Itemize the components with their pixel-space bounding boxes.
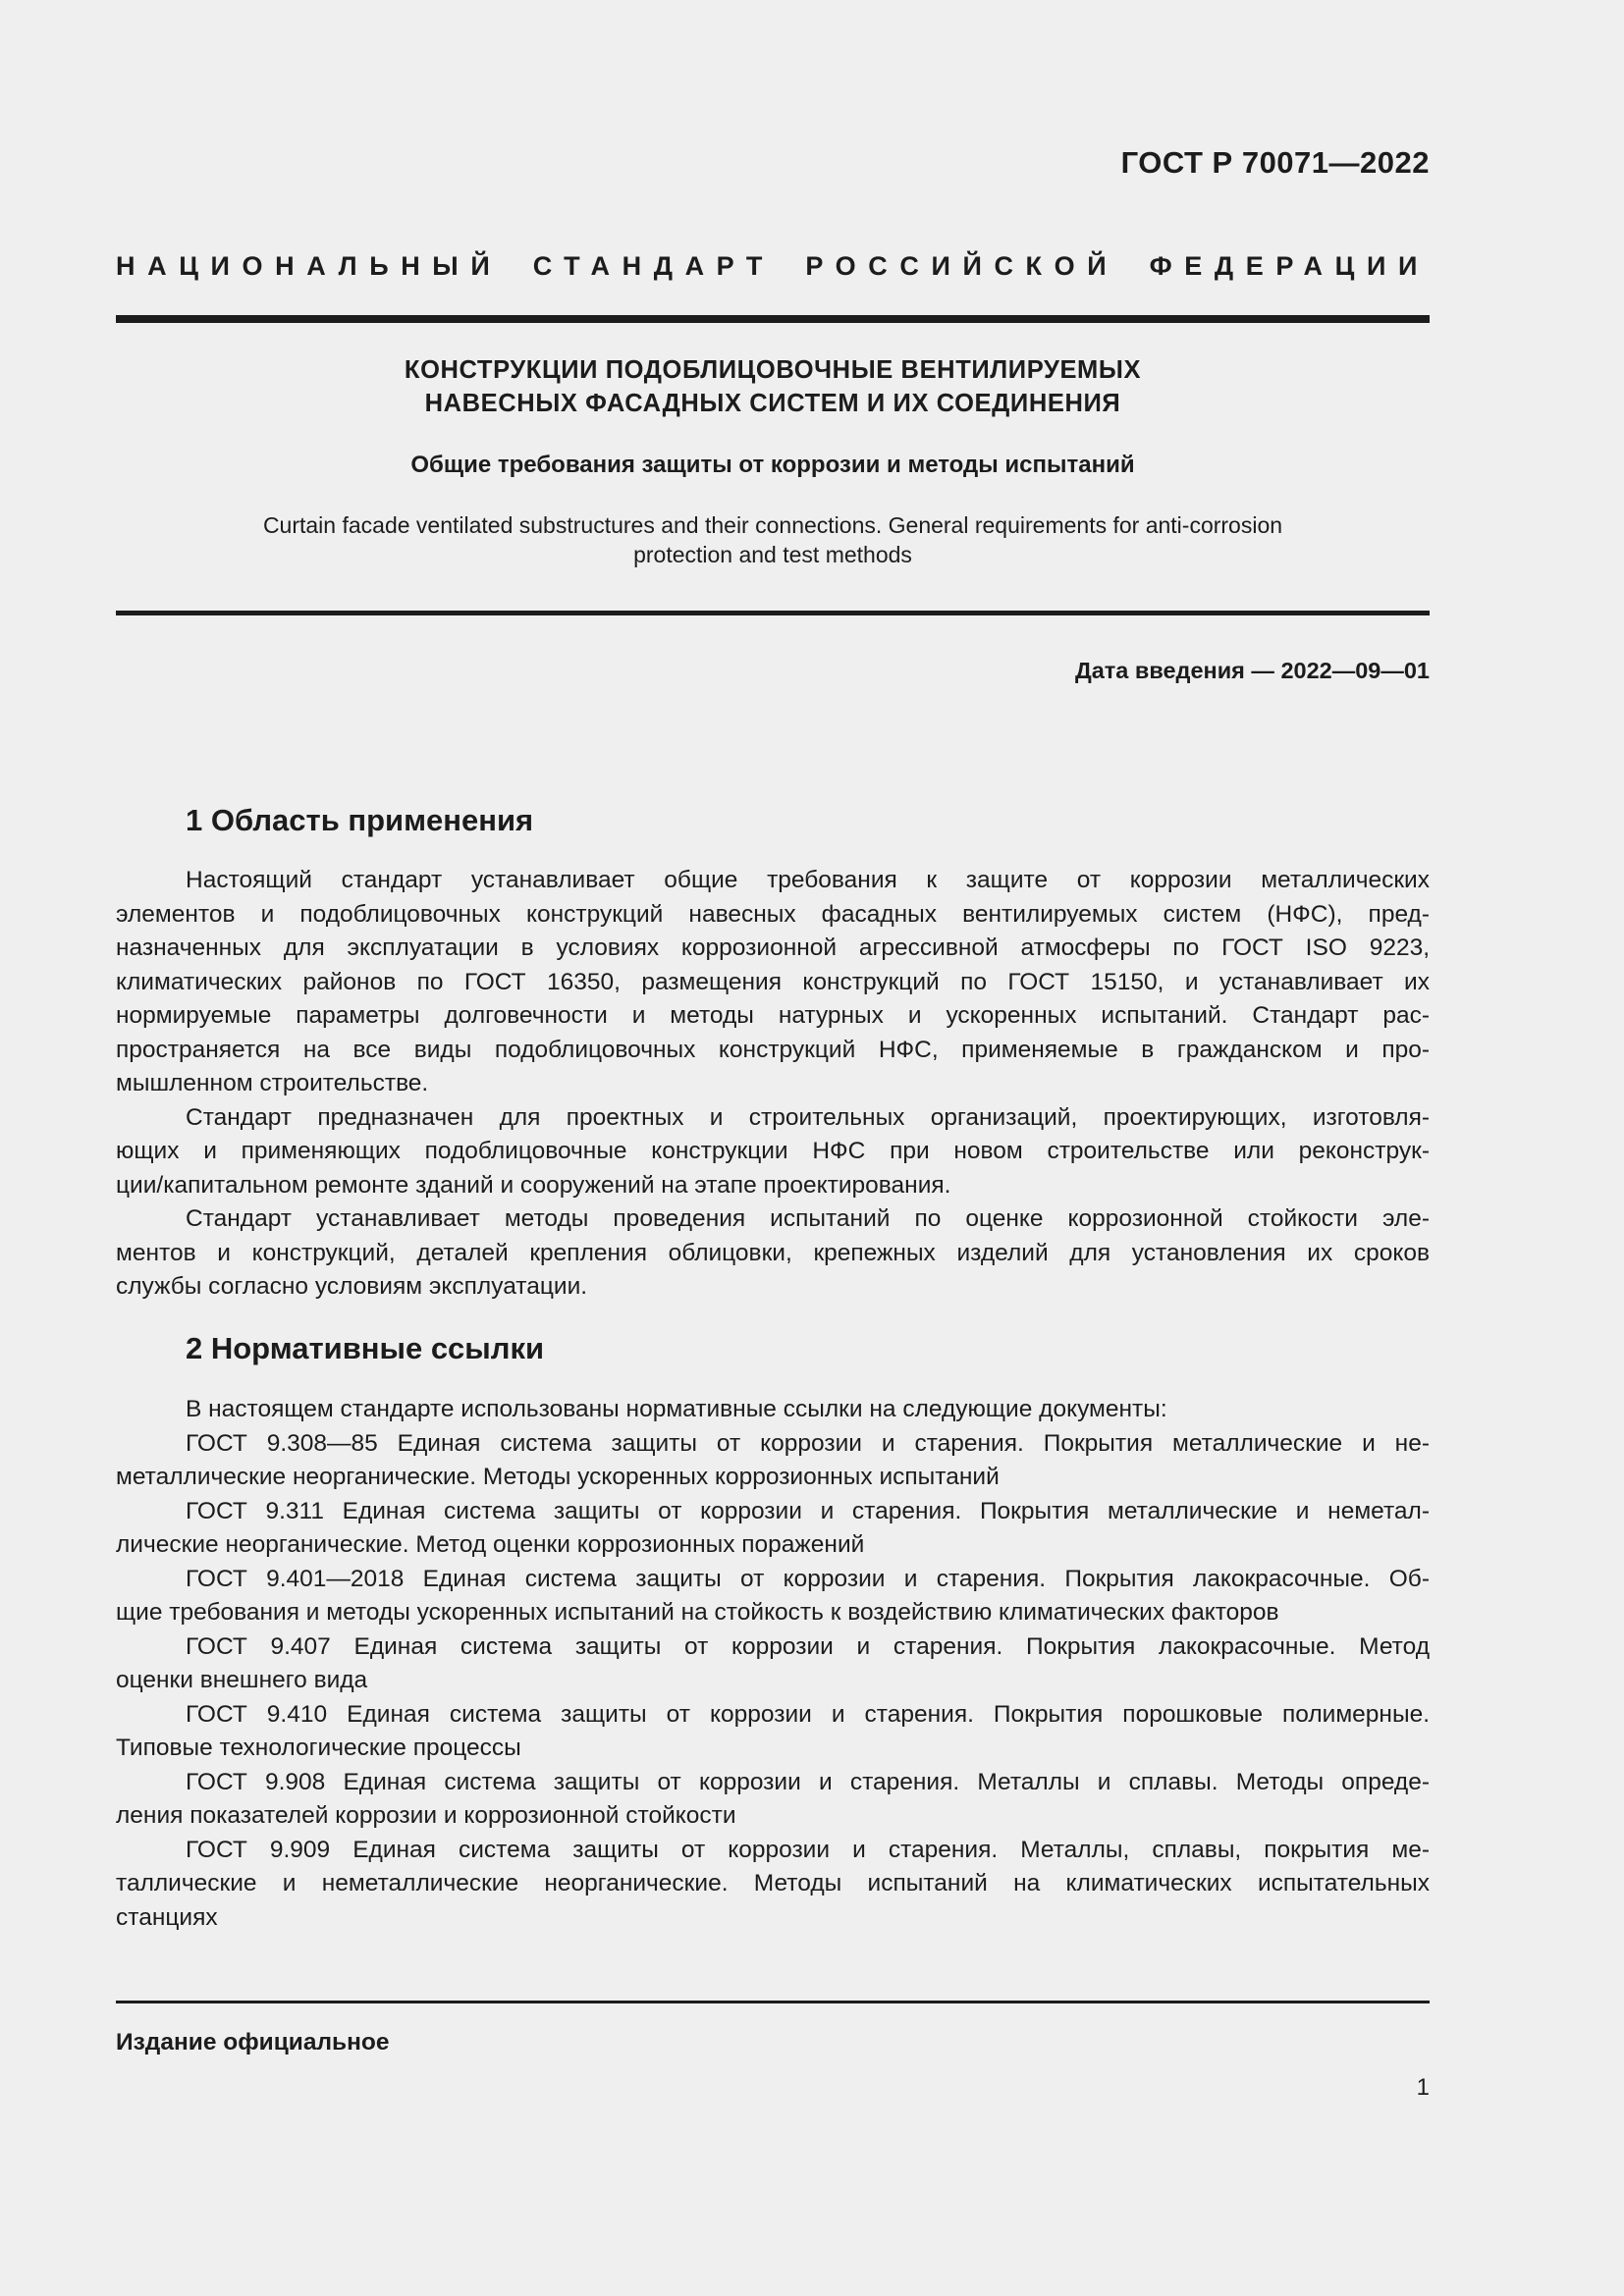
page-number: 1 [1416,2074,1430,2101]
text-line: станциях [116,1903,218,1931]
text-line: Настоящий стандарт устанавливает общие требования к защите от коррозии металлических [186,867,1430,893]
text-line: элементов и подоблицовочных конструкций навесных фасадных вентилируемых систем (НФС), пред- [116,900,1430,928]
paragraph [116,864,1430,1101]
text-line: ГОСТ 9.401—2018 Единая система защиты от коррозии и старения. Покрытия лакокрасочные. Об- [186,1565,1430,1592]
text-line: Стандарт устанавливает методы проведения испытаний по оценке коррозионной стойкости эле- [186,1205,1430,1232]
english-title-line-1: Curtain facade ventilated substructures and their connections. General requirements for anti-corrosion [262,512,1283,538]
text-line: ции/капитальном ремонте зданий и сооружений на этапе проектирования. [116,1171,951,1199]
document-title [116,353,1430,420]
text-line: ментов и конструкций, деталей крепления облицовки, крепежных изделий для установления их сроков [116,1239,1430,1266]
document-code: ГОСТ Р 70071—2022 [1120,145,1430,180]
reference-item [116,1698,1430,1766]
english-title [116,510,1430,569]
paragraph [116,1202,1430,1305]
english-title-line-2: protection and test methods [633,542,912,567]
text-line: Типовые технологические процессы [116,1735,521,1761]
middle-rule [116,611,1430,615]
text-line: нормируемые параметры долговечности и методы натурных и ускоренных испытаний. Стандарт рас- [116,1002,1430,1029]
text-line: ющих и применяющих подоблицовочные конструкции НФС при новом строительстве или реконструк- [116,1138,1430,1164]
title-line-2: НАВЕСНЫХ ФАСАДНЫХ СИСТЕМ И ИХ СОЕДИНЕНИЯ [424,390,1121,417]
text-line: Стандарт предназначен для проектных и строительных организаций, проектирующих, изготовля- [186,1103,1430,1131]
document-page [116,0,1430,2296]
text-line: В настоящем стандарте использованы нормативные ссылки на следующие документы: [186,1396,1167,1422]
footer-rule [116,2001,1430,2003]
reference-item [116,1766,1430,1834]
section-heading-normative-references: 2 Нормативные ссылки [186,1331,545,1365]
text-line: металлические неорганические. Методы ускоренных коррозионных испытаний [116,1464,1000,1490]
text-line: оценки внешнего вида [116,1667,368,1693]
reference-item [116,1427,1430,1495]
text-line: службы согласно условиям эксплуатации. [116,1273,588,1300]
text-line: пространяется на все виды подоблицовочных конструкций НФС, применяемые в гражданском и про- [116,1036,1430,1063]
title-line-1: КОНСТРУКЦИИ ПОДОБЛИЦОВОЧНЫЕ ВЕНТИЛИРУЕМЫХ [404,356,1142,384]
paragraph [116,1393,1430,1427]
section-heading-scope: 1 Область применения [186,803,534,837]
scope-section-body [116,864,1430,1305]
text-line: щие требования и методы ускоренных испытаний на стойкость к воздействию климатических факторов [116,1599,1279,1626]
text-line: ГОСТ 9.407 Единая система защиты от коррозии и старения. Покрытия лакокрасочные. Метод [186,1632,1430,1660]
text-line: климатических районов по ГОСТ 16350, размещения конструкций по ГОСТ 15150, и устанавливает их [116,968,1430,995]
reference-item [116,1834,1430,1936]
national-standard-heading: НАЦИОНАЛЬНЫЙ СТАНДАРТ РОССИЙСКОЙ ФЕДЕРАЦИИ [116,251,1430,281]
reference-item [116,1630,1430,1698]
text-line: ГОСТ 9.410 Единая система защиты от коррозии и старения. Покрытия порошковые полимерные. [186,1700,1430,1728]
official-edition-label: Издание официальное [116,2029,390,2056]
text-line: ГОСТ 9.908 Единая система защиты от коррозии и старения. Металлы и сплавы. Методы опреде- [186,1768,1430,1795]
text-line: мышленном строительстве. [116,1070,429,1096]
paragraph [116,1101,1430,1203]
text-line: ления показателей коррозии и коррозионной стойкости [116,1802,736,1829]
text-line: лические неорганические. Метод оценки коррозионных поражений [116,1531,865,1558]
introduction-date: Дата введения — 2022—09—01 [1074,658,1430,683]
reference-item [116,1563,1430,1630]
top-rule [116,315,1430,323]
normative-references-body [116,1393,1430,1935]
text-line: ГОСТ 9.311 Единая система защиты от коррозии и старения. Покрытия металлические и неметал- [186,1497,1430,1524]
reference-item [116,1495,1430,1563]
text-line: назначенных для эксплуатации в условиях коррозионной агрессивной атмосферы по ГОСТ ISO 9223, [116,934,1430,961]
document-subtitle: Общие требования защиты от коррозии и методы испытаний [410,452,1135,478]
text-line: таллические и неметаллические неорганические. Методы испытаний на климатических испытательных [116,1870,1430,1896]
text-line: ГОСТ 9.308—85 Единая система защиты от коррозии и старения. Покрытия металлические и не- [186,1429,1430,1457]
text-line: ГОСТ 9.909 Единая система защиты от коррозии и старения. Металлы, сплавы, покрытия ме- [186,1836,1430,1863]
